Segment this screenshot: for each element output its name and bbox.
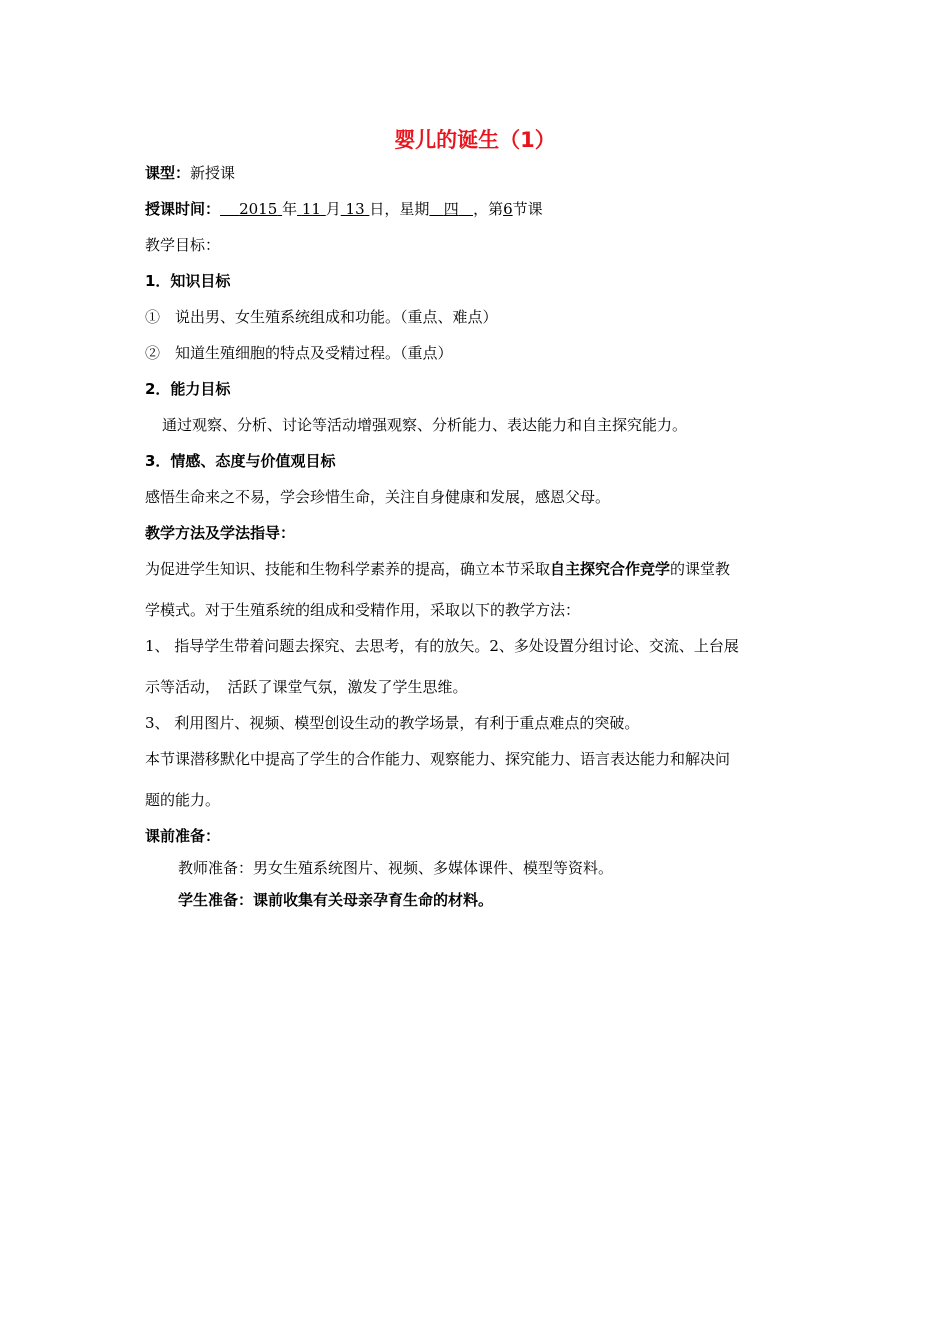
knowledge-item-1: ① 说出男、女生殖系统组成和功能。（重点、难点） bbox=[145, 308, 498, 326]
methods-summary-line1: 本节课潜移默化中提高了学生的合作能力、观察能力、探究能力、语言表达能力和解决问 bbox=[145, 750, 731, 768]
schedule-day: 13 bbox=[345, 200, 365, 218]
schedule-year-suffix: 年 bbox=[282, 200, 298, 218]
schedule-day-field bbox=[341, 200, 370, 218]
ability-heading: 2．能力目标 bbox=[145, 380, 231, 398]
schedule-weekday-field bbox=[429, 200, 473, 218]
course-type-label: 课型： bbox=[145, 164, 191, 182]
preparation-heading: 课前准备： bbox=[145, 827, 221, 845]
schedule-line bbox=[145, 199, 543, 219]
schedule-label: 授课时间： bbox=[145, 200, 221, 218]
ability-text: 通过观察、分析、讨论等活动增强观察、分析能力、表达能力和自主探究能力。 bbox=[162, 416, 688, 434]
methods-intro-post: 的课堂教 bbox=[670, 560, 731, 578]
schedule-month: 11 bbox=[301, 200, 321, 218]
emotion-text: 感悟生命来之不易，学会珍惜生命，关注自身健康和发展，感恩父母。 bbox=[145, 488, 611, 506]
methods-item3: 3、 利用图片、视频、模型创设生动的教学场景，有利于重点难点的突破。 bbox=[145, 714, 640, 732]
methods-item1-line2: 示等活动， 活跃了课堂气氛，激发了学生思维。 bbox=[145, 678, 468, 696]
methods-intro-bold: 自主探究合作竞学 bbox=[550, 560, 671, 578]
schedule-year: 2015 bbox=[239, 200, 278, 218]
emotion-heading: 3．情感、态度与价值观目标 bbox=[145, 452, 336, 470]
methods-intro-line2: 学模式。对于生殖系统的组成和受精作用，采取以下的教学方法： bbox=[145, 601, 581, 619]
document-title: 婴儿的诞生（1） bbox=[394, 128, 556, 152]
methods-item1-line1: 1、 指导学生带着问题去探究、去思考，有的放矢。2、多处设置分组讨论、交流、上台展 bbox=[145, 637, 739, 655]
schedule-period-suffix: 节课 bbox=[512, 200, 543, 218]
knowledge-heading: 1．知识目标 bbox=[145, 272, 231, 290]
course-type-value: 新授课 bbox=[190, 164, 236, 182]
schedule-period: 6 bbox=[503, 200, 513, 218]
methods-intro-pre: 为促进学生知识、技能和生物科学素养的提高，确立本节采取 bbox=[145, 560, 551, 578]
methods-intro-line1 bbox=[145, 559, 730, 579]
methods-heading: 教学方法及学法指导： bbox=[145, 524, 296, 542]
preparation-student: 学生准备：课前收集有关母亲孕育生命的材料。 bbox=[178, 891, 494, 909]
schedule-month-field bbox=[297, 200, 326, 218]
schedule-day-suffix: 日，星期 bbox=[369, 200, 430, 218]
objectives-heading: 教学目标： bbox=[145, 236, 221, 254]
schedule-weekday: 四 bbox=[443, 200, 459, 218]
schedule-sep: ，第 bbox=[473, 200, 504, 218]
preparation-teacher: 教师准备：男女生殖系统图片、视频、多媒体课件、模型等资料。 bbox=[178, 859, 614, 877]
knowledge-item-2: ② 知道生殖细胞的特点及受精过程。（重点） bbox=[145, 344, 453, 362]
schedule-year-field bbox=[220, 200, 282, 218]
course-type-line bbox=[145, 163, 235, 183]
methods-summary-line2: 题的能力。 bbox=[145, 791, 221, 809]
schedule-month-suffix: 月 bbox=[325, 200, 341, 218]
